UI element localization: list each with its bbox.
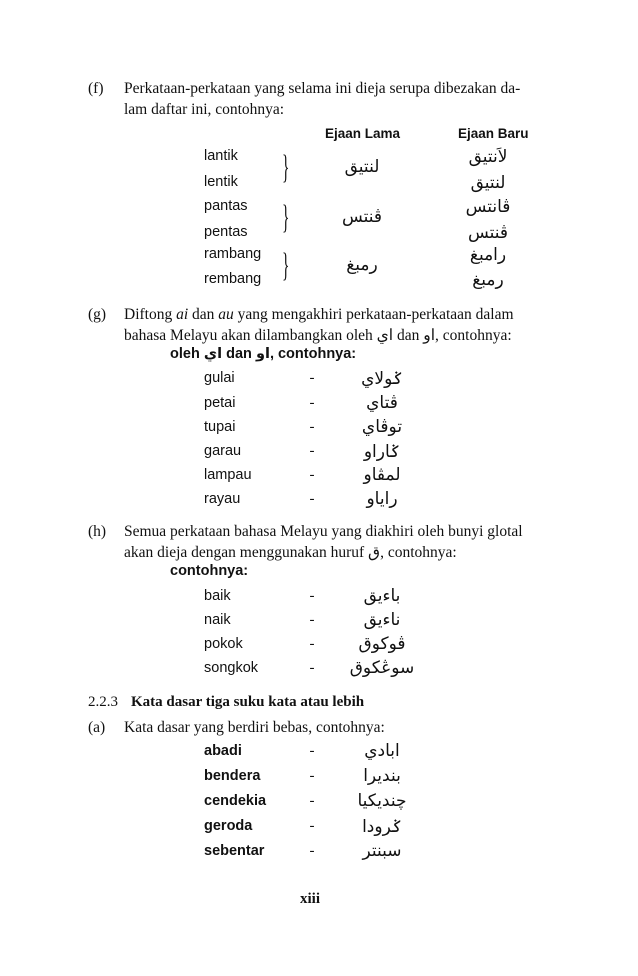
list-item-dash: - <box>309 370 315 386</box>
jawi-new-rambang: رامبغ <box>469 245 507 265</box>
col-header-ejaan-lama: Ejaan Lama <box>325 126 401 141</box>
brace-right-3: } <box>282 247 290 284</box>
brace-right-2: } <box>282 199 290 236</box>
word-pentas: pentas <box>204 224 248 240</box>
list-item-rumi: tupai <box>204 419 236 435</box>
word-rembang: rembang <box>204 271 262 287</box>
list-item-rumi: baik <box>204 588 231 604</box>
list-item-dash: - <box>309 443 315 459</box>
list-item-rumi: bendera <box>204 768 261 784</box>
list-item-rumi: garau <box>204 443 242 459</box>
list-item-jawi: باءيق <box>363 586 401 606</box>
list-item-dash: - <box>309 793 315 809</box>
section-g-line3 <box>170 346 356 362</box>
list-item-jawi: سوڠكوق <box>349 658 415 678</box>
jawi-au-2: او <box>255 346 270 362</box>
list-item-dash: - <box>309 818 315 834</box>
section-223-title: Kata dasar tiga suku kata atau lebih <box>131 694 365 710</box>
jawi-old-pantas: ڤنتس <box>341 207 383 227</box>
section-h-line2 <box>124 542 564 563</box>
section-g-line3-b: dan <box>222 346 256 362</box>
section-h-line3: contohnya: <box>170 563 249 579</box>
jawi-qaf: ق <box>368 544 381 561</box>
word-rambang: rambang <box>204 246 262 262</box>
list-item-rumi: abadi <box>204 743 242 759</box>
jawi-ai: اي <box>376 327 394 344</box>
diftong-au: au <box>218 306 234 323</box>
list-item-rumi: pokok <box>204 636 243 652</box>
jawi-ai-2: اي <box>203 346 223 362</box>
list-item-rumi: rayau <box>204 491 241 507</box>
list-item-dash: - <box>309 467 315 483</box>
list-item-rumi: lampau <box>204 467 252 483</box>
section-f-line2: lam daftar ini, contohnya: <box>124 101 285 118</box>
list-item-jawi: لمڤاو <box>363 465 401 485</box>
jawi-new-pentas: ڤنتس <box>467 223 509 243</box>
section-g-line3-a: oleh <box>170 346 204 362</box>
list-item-rumi: naik <box>204 612 231 628</box>
list-item-jawi: ڤتاي <box>366 393 398 413</box>
list-item-dash: - <box>309 491 315 507</box>
section-f-line1: Perkataan-perkataan yang selama ini dieja serupa dibezakan da- <box>124 80 521 97</box>
word-lentik: lentik <box>204 174 238 190</box>
section-f-marker: (f) <box>88 80 104 97</box>
section-g-line1-c: yang mengakhiri perkataan-perkataan dalam <box>233 306 514 323</box>
list-item-jawi: ابادي <box>364 741 400 761</box>
section-g-line2-c: , contohnya: <box>435 327 512 344</box>
jawi-new-rembang: رمبغ <box>472 270 504 290</box>
section-223a-marker: (a) <box>88 719 106 736</box>
list-item-jawi: راياو <box>366 489 398 509</box>
list-item-jawi: بنديرا <box>363 766 401 786</box>
jawi-new-pantas: ڤانتس <box>465 197 511 217</box>
list-item-dash: - <box>309 612 315 628</box>
list-item-jawi: سبنتر <box>362 841 402 861</box>
jawi-old-rambang: رمبغ <box>346 255 378 275</box>
list-item-jawi: ݢرودا <box>362 817 402 837</box>
list-item-dash: - <box>309 636 315 652</box>
list-item-jawi: ڤوكوق <box>358 634 406 654</box>
section-g-line3-c: , contohnya: <box>269 346 357 362</box>
page-number: xiii <box>300 891 321 907</box>
jawi-new-lentik: لنتيق <box>470 173 506 193</box>
list-item-dash: - <box>309 743 315 759</box>
section-223a-text: Kata dasar yang berdiri bebas, contohnya: <box>124 719 385 736</box>
list-item-jawi: ݢولاي <box>361 369 403 389</box>
list-item-rumi: sebentar <box>204 843 265 859</box>
list-item-jawi: توڤاي <box>361 417 403 437</box>
list-item-dash: - <box>309 395 315 411</box>
section-g-line1-b: dan <box>188 306 219 323</box>
section-h-line1: Semua perkataan bahasa Melayu yang diakhiri oleh bunyi glotal <box>124 523 523 540</box>
list-item-jawi: چنديکيا <box>357 791 407 811</box>
list-item-dash: - <box>309 419 315 435</box>
list-item-dash: - <box>309 660 315 676</box>
jawi-new-lantik: لاَنتيق <box>468 147 508 167</box>
section-g-line2 <box>124 325 564 346</box>
section-h-line2-a: akan dieja dengan menggunakan huruf <box>124 544 369 561</box>
list-item-rumi: songkok <box>204 660 259 676</box>
list-item-dash: - <box>309 588 315 604</box>
list-item-dash: - <box>309 768 315 784</box>
section-g-line1-a: Diftong <box>124 306 177 323</box>
word-pantas: pantas <box>204 198 248 214</box>
section-h-line2-b: , contohnya: <box>380 544 457 561</box>
list-item-rumi: gulai <box>204 370 235 386</box>
diftong-ai: ai <box>176 306 189 323</box>
list-item-jawi: ݢاراو <box>363 442 401 462</box>
section-g-line2-a: bahasa Melayu akan dilambangkan oleh <box>124 327 377 344</box>
section-h-marker: (h) <box>88 523 107 540</box>
brace-right-1: } <box>282 149 290 186</box>
list-item-jawi: ناءيق <box>363 610 401 630</box>
jawi-old-lantik: لنتيق <box>344 157 380 177</box>
section-g-marker: (g) <box>88 306 107 323</box>
section-223-number: 2.2.3 <box>88 694 118 710</box>
section-g-line1 <box>124 304 564 325</box>
list-item-rumi: petai <box>204 395 236 411</box>
col-header-ejaan-baru: Ejaan Baru <box>458 126 529 141</box>
list-item-dash: - <box>309 843 315 859</box>
list-item-rumi: geroda <box>204 818 253 834</box>
section-g-line2-b: dan <box>393 327 424 344</box>
word-lantik: lantik <box>204 148 238 164</box>
list-item-rumi: cendekia <box>204 793 267 809</box>
jawi-au: او <box>423 327 436 344</box>
